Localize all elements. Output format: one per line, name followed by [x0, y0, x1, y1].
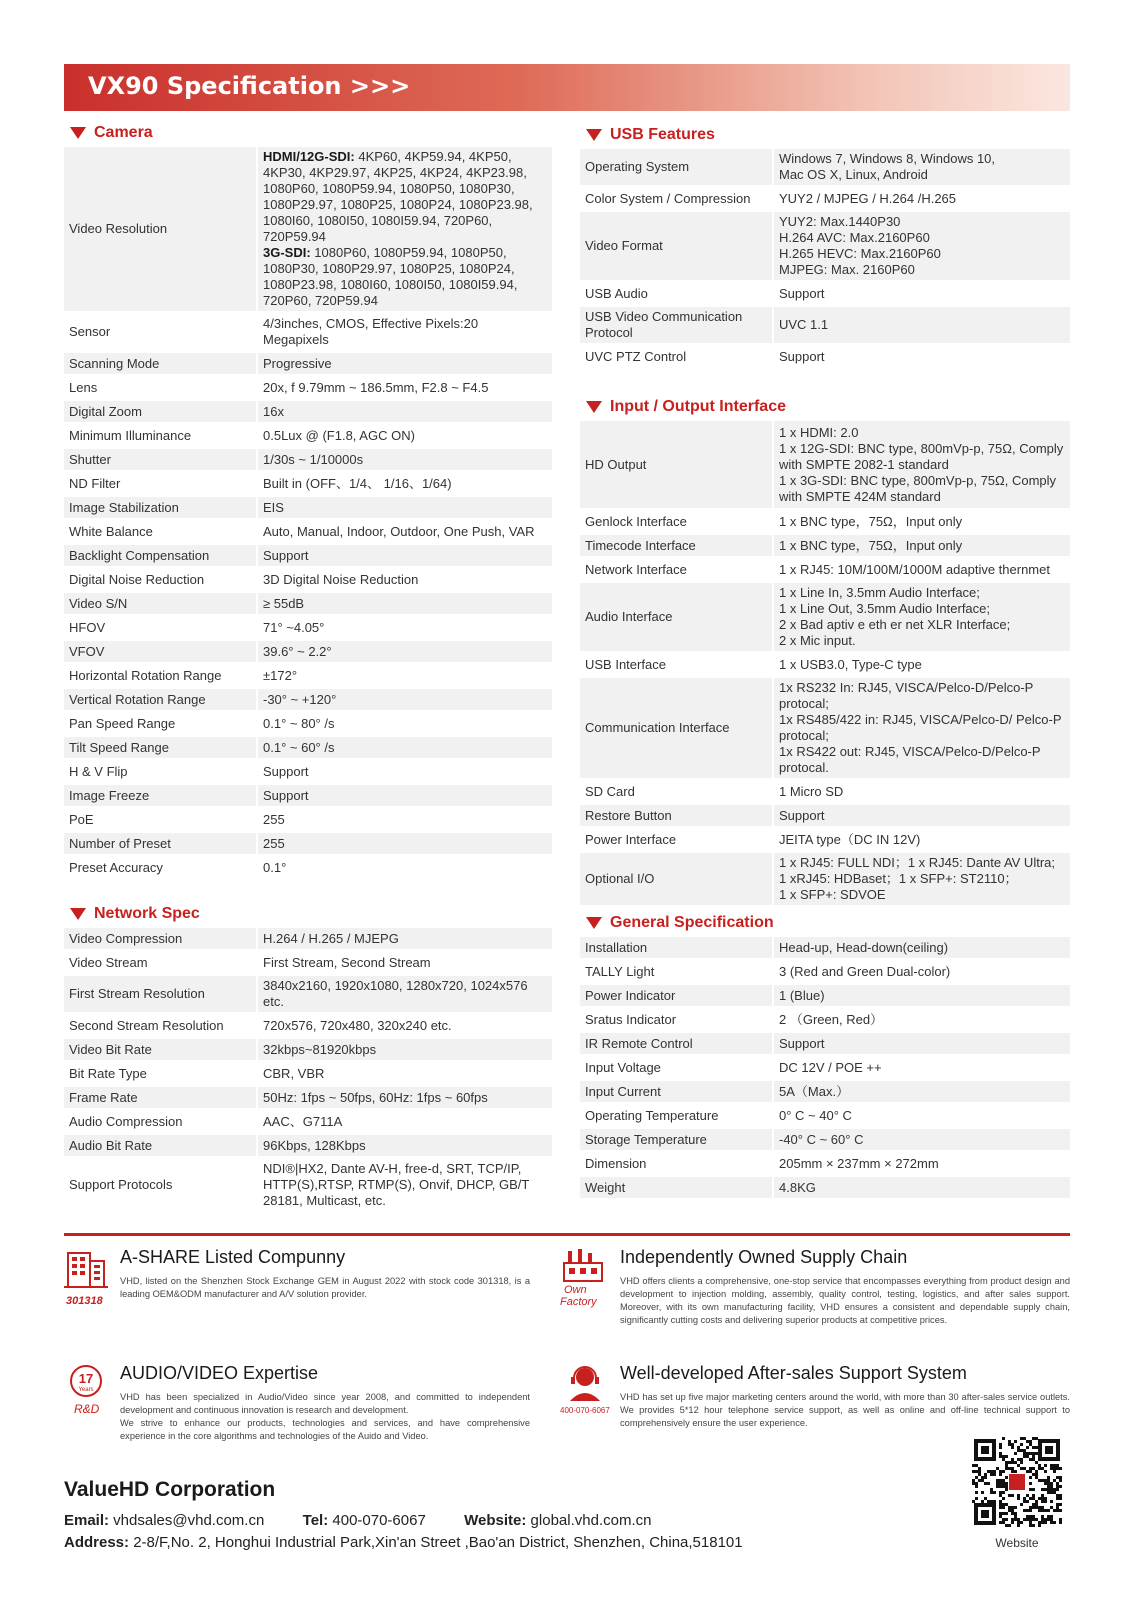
spec-key: Bit Rate Type: [64, 1063, 258, 1087]
usb-section: [580, 123, 1070, 370]
spec-key: Timecode Interface: [580, 535, 774, 559]
email-label: Email:: [64, 1512, 110, 1529]
spec-key: First Stream Resolution: [64, 976, 258, 1015]
spec-value: 1 (Blue): [774, 985, 1070, 1009]
spec-value-text: 4KP60, 4KP59.94, 4KP50, 4KP30, 4KP29.97, 4KP25, 4KP24, 4KP23.98, 1080P60, 1080P59.94, 1080P50, 1080P30, 1080P29.97, 1080P25, 1080P24, 1080P23.98, 1080I60, 1080I50, 1080I59.94, 720P60, 720P59.94: [263, 149, 533, 244]
spec-key: Frame Rate: [64, 1087, 258, 1111]
spec-key: Power Interface: [580, 829, 774, 853]
spec-value: 255: [258, 809, 552, 833]
headset-icon: [560, 1363, 620, 1423]
table-row: [580, 188, 1070, 212]
spec-value: -30° ~ +120°: [258, 689, 552, 713]
spec-key: Input Voltage: [580, 1057, 774, 1081]
spec-key: Communication Interface: [580, 678, 774, 781]
spec-value: JEITA type（DC IN 12V): [774, 829, 1070, 853]
spec-key: Network Interface: [580, 559, 774, 583]
spec-key: Tilt Speed Range: [64, 737, 258, 761]
spec-value: EIS: [258, 497, 552, 521]
table-row: [580, 1033, 1070, 1057]
triangle-down-icon: [586, 401, 602, 413]
table-row: [580, 1129, 1070, 1153]
table-row: [64, 665, 552, 689]
table-row: [580, 307, 1070, 346]
spec-value: Head-up, Head-down(ceiling): [774, 937, 1070, 961]
spec-key: Installation: [580, 937, 774, 961]
spec-value: NDI®|HX2, Dante AV-H, free-d, SRT, TCP/IP, HTTP(S),RTSP, RTMP(S), Onvif, DHCP, GB/T 28181, Multicast, etc.: [258, 1159, 552, 1214]
website-value[interactable]: global.vhd.com.cn: [526, 1512, 652, 1529]
spec-key: Support Protocols: [64, 1159, 258, 1214]
spec-value: 5A（Max.）: [774, 1081, 1070, 1105]
table-row: [580, 1057, 1070, 1081]
table-row: [64, 1015, 552, 1039]
table-row: [64, 689, 552, 713]
spec-value: 720x576, 720x480, 320x240 etc.: [258, 1015, 552, 1039]
table-row: [64, 1135, 552, 1159]
spec-value: YUY2 / MJPEG / H.264 /H.265: [774, 188, 1070, 212]
svg-text:Years: Years: [78, 1387, 94, 1393]
spec-key: Genlock Interface: [580, 511, 774, 535]
spec-key: Color System / Compression: [580, 188, 774, 212]
table-row: [580, 346, 1070, 370]
table-row: [580, 212, 1070, 283]
spec-value: 1x RS232 In: RJ45, VISCA/Pelco-D/Pelco-P protocal; 1x RS485/422 in: RJ45, VISCA/Pelco-D/ Pelco-P protocal; 1x RS422 out: RJ45, VISCA/Pelco-D/Pelco-P protocal.: [774, 678, 1070, 781]
spec-key: Lens: [64, 377, 258, 401]
spec-key: Audio Bit Rate: [64, 1135, 258, 1159]
spec-key: Digital Zoom: [64, 401, 258, 425]
spec-key: HD Output: [580, 421, 774, 511]
spec-value: Support: [774, 346, 1070, 370]
spec-key: Operating System: [580, 149, 774, 188]
table-row: [64, 857, 552, 881]
spec-value: 1 Micro SD: [774, 781, 1070, 805]
spec-value: 71° ~4.05°: [258, 617, 552, 641]
spec-key: HFOV: [64, 617, 258, 641]
general-header: [580, 911, 1070, 935]
spec-value: 2 （Green, Red）: [774, 1009, 1070, 1033]
triangle-down-icon: [586, 917, 602, 929]
table-row: [580, 559, 1070, 583]
spec-value: YUY2: Max.1440P30 H.264 AVC: Max.2160P60 H.265 HEVC: Max.2160P60 MJPEG: Max. 2160P60: [774, 212, 1070, 283]
table-row: [64, 1111, 552, 1135]
spec-key: Number of Preset: [64, 833, 258, 857]
tel-value: 400-070-6067: [328, 1512, 426, 1529]
table-row: [64, 353, 552, 377]
spec-value: ≥ 55dB: [258, 593, 552, 617]
spec-value: Auto, Manual, Indoor, Outdoor, One Push, VAR: [258, 521, 552, 545]
spec-key: Video Resolution: [64, 147, 258, 314]
table-row: [580, 829, 1070, 853]
spec-value: [258, 147, 552, 314]
triangle-down-icon: [586, 129, 602, 141]
spec-value-text: 1080P60, 1080P59.94, 1080P50, 1080P30, 1080P29.97, 1080P25, 1080P24, 1080P23.98, 1080I60, 1080I50, 1080I59.94, 720P60, 720P59.94: [263, 245, 518, 308]
spec-value: 0° C ~ 40° C: [774, 1105, 1070, 1129]
table-row: [580, 149, 1070, 188]
website-label: Website:: [464, 1512, 527, 1529]
feature-title: Independently Owned Supply Chain: [620, 1247, 908, 1267]
spec-key: Digital Noise Reduction: [64, 569, 258, 593]
spec-key: Dimension: [580, 1153, 774, 1177]
io-section: [580, 395, 1070, 908]
spec-key: Restore Button: [580, 805, 774, 829]
general-table: [580, 937, 1070, 1201]
spec-key: H & V Flip: [64, 761, 258, 785]
table-row: [580, 421, 1070, 511]
qr-code-icon[interactable]: [972, 1437, 1062, 1527]
spec-key: Minimum Illuminance: [64, 425, 258, 449]
spec-key: Sratus Indicator: [580, 1009, 774, 1033]
table-row: [64, 569, 552, 593]
address-line: [64, 1534, 743, 1551]
spec-key: Video Stream: [64, 952, 258, 976]
io-header: [580, 395, 1070, 419]
table-row: [580, 781, 1070, 805]
feature-text: VHD has been specialized in Audio/Video since year 2008, and committed to independent development and continuous innovation is research and development. We strive to enhance our products, technologies and services, and have comprehensive experience in the core algorithms and technologies of the Auido and Video.: [120, 1392, 530, 1441]
page-title: VX90 Specification >>>: [88, 72, 411, 100]
feature-text: VHD offers clients a comprehensive, one-stop service that encompasses everything from product design and development to injection molding, assembly, quality control, testing, logistics, and after sales support. Moreover, with its own manufacturing facility, VHD ensures a consistent and dependable supply chain, significantly cutting costs and delivering superior products at competitive prices.: [620, 1276, 1070, 1325]
building-icon: [64, 1247, 114, 1307]
table-row: [580, 961, 1070, 985]
table-row: [64, 314, 552, 353]
table-row: [64, 1159, 552, 1214]
table-row: [64, 147, 552, 314]
spec-key: ND Filter: [64, 473, 258, 497]
spec-value: Support: [258, 785, 552, 809]
network-table: [64, 928, 552, 1214]
spec-key: Preset Accuracy: [64, 857, 258, 881]
spec-value: 1 x Line In, 3.5mm Audio Interface; 1 x Line Out, 3.5mm Audio Interface; 2 x Bad aptiv e eth er net XLR Interface; 2 x Mic input.: [774, 583, 1070, 654]
spec-key: Input Current: [580, 1081, 774, 1105]
spec-subheading: HDMI/12G-SDI:: [263, 149, 355, 164]
spec-value: H.264 / H.265 / MJEPG: [258, 928, 552, 952]
factory-icon: [560, 1247, 620, 1307]
spec-key: VFOV: [64, 641, 258, 665]
table-row: [64, 497, 552, 521]
spec-value: Support: [774, 805, 1070, 829]
camera-table: [64, 147, 552, 881]
table-row: [580, 654, 1070, 678]
general-title: General Specification: [610, 914, 774, 931]
table-row: [64, 713, 552, 737]
svg-text:400-070-6067: 400-070-6067: [560, 1406, 610, 1415]
spec-key: Vertical Rotation Range: [64, 689, 258, 713]
table-row: [64, 521, 552, 545]
spec-key: Video Compression: [64, 928, 258, 952]
spec-value: 205mm × 237mm × 272mm: [774, 1153, 1070, 1177]
spec-key: Horizontal Rotation Range: [64, 665, 258, 689]
network-title: Network Spec: [94, 905, 200, 922]
spec-value: 32kbps~81920kbps: [258, 1039, 552, 1063]
address-value: 2-8/F,No. 2, Honghui Industrial Park,Xin'an Street ,Bao'an District, Shenzhen, China,518101: [129, 1534, 743, 1551]
svg-text:R&D: R&D: [74, 1402, 100, 1416]
io-table: [580, 421, 1070, 908]
spec-value: 1 x USB3.0, Type-C type: [774, 654, 1070, 678]
network-section: [64, 902, 552, 1214]
spec-key: Power Indicator: [580, 985, 774, 1009]
table-row: [64, 377, 552, 401]
spec-value: Built in (OFF、1/4、 1/16、1/64): [258, 473, 552, 497]
feature-text: VHD, listed on the Shenzhen Stock Exchange GEM in August 2022 with stock code 301318, is a leading OEM&ODM manufacturer and A/V solution provider.: [120, 1276, 530, 1299]
spec-key: Backlight Compensation: [64, 545, 258, 569]
spec-value: Support: [774, 1033, 1070, 1057]
spec-key: UVC PTZ Control: [580, 346, 774, 370]
spec-value: 4.8KG: [774, 1177, 1070, 1201]
spec-value: Support: [258, 545, 552, 569]
spec-key: USB Audio: [580, 283, 774, 307]
table-row: [64, 833, 552, 857]
spec-value: 0.1°: [258, 857, 552, 881]
spec-value: Windows 7, Windows 8, Windows 10, Mac OS X, Linux, Android: [774, 149, 1070, 188]
table-row: [580, 853, 1070, 908]
table-row: [64, 785, 552, 809]
triangle-down-icon: [70, 908, 86, 920]
table-row: [580, 985, 1070, 1009]
table-row: [580, 937, 1070, 961]
camera-title: Camera: [94, 124, 153, 141]
general-section: [580, 911, 1070, 1201]
spec-value: 16x: [258, 401, 552, 425]
icon-label: 301318: [66, 1295, 103, 1307]
spec-value: 1 x RJ45: FULL NDI；1 x RJ45: Dante AV Ultra; 1 xRJ45: HDBaset；1 x SFP+: ST2110； 1 x SFP+: SDVOE: [774, 853, 1070, 908]
spec-value: ±172°: [258, 665, 552, 689]
spec-key: Image Stabilization: [64, 497, 258, 521]
company-name: ValueHD Corporation: [64, 1478, 276, 1501]
spec-value: 255: [258, 833, 552, 857]
spec-value: 1/30s ~ 1/10000s: [258, 449, 552, 473]
spec-value: 96Kbps, 128Kbps: [258, 1135, 552, 1159]
table-row: [64, 425, 552, 449]
spec-key: IR Remote Control: [580, 1033, 774, 1057]
spec-key: Scanning Mode: [64, 353, 258, 377]
table-row: [64, 449, 552, 473]
svg-text:Own: Own: [564, 1284, 587, 1296]
table-row: [580, 1105, 1070, 1129]
table-row: [580, 283, 1070, 307]
years-badge-icon: [64, 1363, 114, 1423]
feature-title: Well-developed After-sales Support System: [620, 1363, 967, 1383]
table-row: [580, 1081, 1070, 1105]
usb-header: [580, 123, 1070, 147]
table-row: [64, 952, 552, 976]
tel-label: Tel:: [302, 1512, 329, 1529]
spec-key: SD Card: [580, 781, 774, 805]
spec-key: Audio Interface: [580, 583, 774, 654]
spec-key: Second Stream Resolution: [64, 1015, 258, 1039]
table-row: [580, 511, 1070, 535]
table-row: [64, 1063, 552, 1087]
spec-value: 20x, f 9.79mm ~ 186.5mm, F2.8 ~ F4.5: [258, 377, 552, 401]
spec-value: 1 x RJ45: 10M/100M/1000M adaptive thernmet: [774, 559, 1070, 583]
spec-value: CBR, VBR: [258, 1063, 552, 1087]
table-row: [580, 678, 1070, 781]
table-row: [580, 1153, 1070, 1177]
spec-value: 1 x BNC type，75Ω，Input only: [774, 535, 1070, 559]
table-row: [64, 928, 552, 952]
spec-value: Progressive: [258, 353, 552, 377]
spec-key: Image Freeze: [64, 785, 258, 809]
spec-key: Video S/N: [64, 593, 258, 617]
spec-value: First Stream, Second Stream: [258, 952, 552, 976]
table-row: [64, 737, 552, 761]
table-row: [64, 1039, 552, 1063]
spec-value: 3840x2160, 1920x1080, 1280x720, 1024x576 etc.: [258, 976, 552, 1015]
contact-line: [64, 1512, 651, 1529]
spec-value: 0.5Lux @ (F1.8, AGC ON): [258, 425, 552, 449]
spec-key: Audio Compression: [64, 1111, 258, 1135]
feature-title: A-SHARE Listed Compunny: [120, 1247, 346, 1267]
svg-text:Factory: Factory: [560, 1296, 597, 1308]
spec-value: Support: [774, 283, 1070, 307]
spec-key: Optional I/O: [580, 853, 774, 908]
table-row: [64, 401, 552, 425]
table-row: [64, 593, 552, 617]
divider-line: [64, 1233, 1070, 1236]
table-row: [580, 535, 1070, 559]
spec-key: Operating Temperature: [580, 1105, 774, 1129]
email-value[interactable]: vhdsales@vhd.com.cn: [109, 1512, 265, 1529]
table-row: [64, 617, 552, 641]
spec-value: -40° C ~ 60° C: [774, 1129, 1070, 1153]
feature-text: VHD has set up five major marketing centers around the world, with more than 30 after-sales service outlets. We provides 5*12 hour telephone service support, as well as online and off-line technical support to comprehensively ensure the user experience.: [620, 1392, 1070, 1428]
spec-subheading: 3G-SDI:: [263, 245, 311, 260]
spec-value: 1 x HDMI: 2.0 1 x 12G-SDI: BNC type, 800mVp-p, 75Ω, Comply with SMPTE 2082-1 standard 1 x 3G-SDI: BNC type, 800mVp-p, 75Ω, Comply with SMPTE 424M standard: [774, 421, 1070, 511]
spec-value: Support: [258, 761, 552, 785]
spec-value: 1 x BNC type，75Ω，Input only: [774, 511, 1070, 535]
table-row: [64, 1087, 552, 1111]
camera-section: [64, 121, 552, 881]
table-row: [64, 641, 552, 665]
table-row: [580, 1009, 1070, 1033]
spec-value: DC 12V / POE ++: [774, 1057, 1070, 1081]
spec-value: 0.1° ~ 80° /s: [258, 713, 552, 737]
table-row: [64, 473, 552, 497]
spec-key: USB Video Communication Protocol: [580, 307, 774, 346]
spec-value: 0.1° ~ 60° /s: [258, 737, 552, 761]
camera-header: [64, 121, 552, 145]
spec-key: TALLY Light: [580, 961, 774, 985]
spec-value: 3D Digital Noise Reduction: [258, 569, 552, 593]
address-label: Address:: [64, 1534, 130, 1551]
spec-key: PoE: [64, 809, 258, 833]
spec-key: Sensor: [64, 314, 258, 353]
spec-value: AAC、G711A: [258, 1111, 552, 1135]
spec-key: Weight: [580, 1177, 774, 1201]
table-row: [64, 761, 552, 785]
usb-table: [580, 149, 1070, 370]
io-title: Input / Output Interface: [610, 398, 786, 415]
network-header: [64, 902, 552, 926]
spec-value: 50Hz: 1fps ~ 50fps, 60Hz: 1fps ~ 60fps: [258, 1087, 552, 1111]
table-row: [580, 805, 1070, 829]
spec-key: Video Bit Rate: [64, 1039, 258, 1063]
usb-title: USB Features: [610, 126, 715, 143]
table-row: [580, 583, 1070, 654]
spec-value: 4/3inches, CMOS, Effective Pixels:20 Megapixels: [258, 314, 552, 353]
table-row: [64, 545, 552, 569]
spec-value: UVC 1.1: [774, 307, 1070, 346]
triangle-down-icon: [70, 127, 86, 139]
qr-label: Website: [995, 1536, 1039, 1550]
table-row: [64, 809, 552, 833]
spec-value: 39.6° ~ 2.2°: [258, 641, 552, 665]
table-row: [580, 1177, 1070, 1201]
spec-value: 3 (Red and Green Dual-color): [774, 961, 1070, 985]
feature-title: AUDIO/VIDEO Expertise: [120, 1363, 319, 1383]
spec-key: Shutter: [64, 449, 258, 473]
table-row: [64, 976, 552, 1015]
title-banner: [64, 64, 1070, 111]
spec-key: Storage Temperature: [580, 1129, 774, 1153]
spec-key: White Balance: [64, 521, 258, 545]
spec-key: Pan Speed Range: [64, 713, 258, 737]
spec-key: USB Interface: [580, 654, 774, 678]
spec-key: Video Format: [580, 212, 774, 283]
svg-text:17: 17: [78, 1371, 94, 1386]
